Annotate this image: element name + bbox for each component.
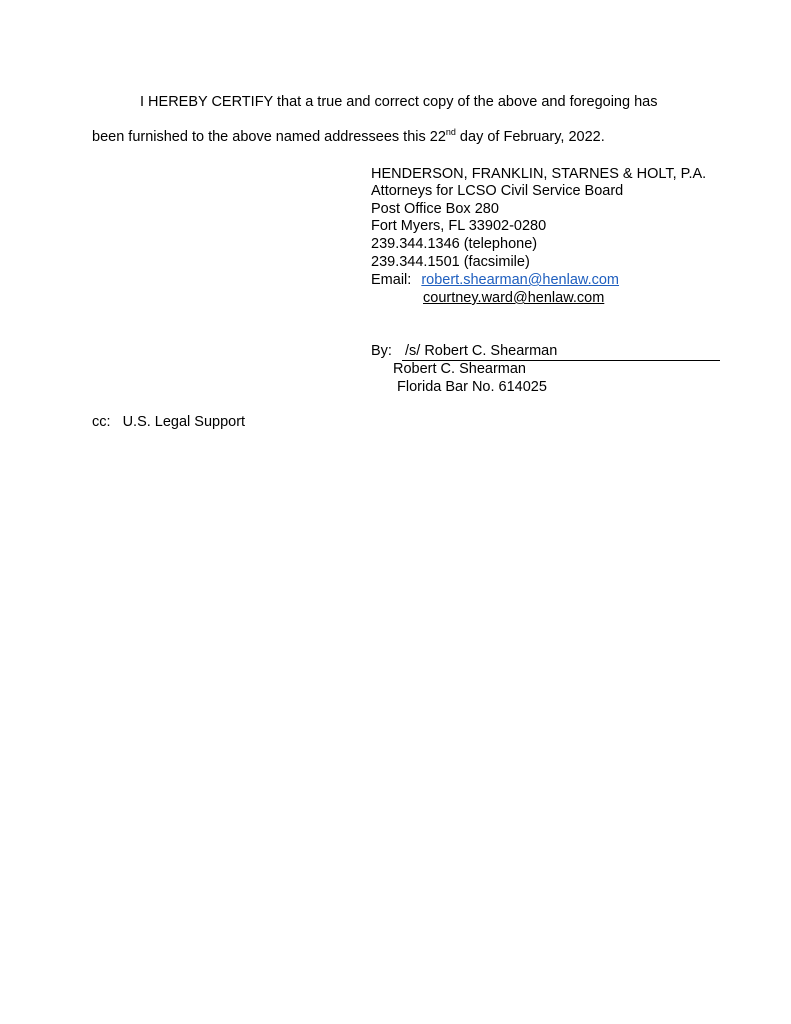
signer-name: Robert C. Shearman	[393, 361, 526, 377]
email-link-primary[interactable]: robert.shearman@henlaw.com	[421, 272, 620, 288]
signer-bar-number: Florida Bar No. 614025	[397, 379, 547, 395]
firm-role: Attorneys for LCSO Civil Service Board	[371, 183, 624, 199]
certificate-line-2-date: day of February, 2022.	[455, 129, 605, 145]
cc-label: cc:	[92, 414, 111, 430]
firm-fax: 239.344.1501 (facsimile)	[371, 254, 530, 270]
email-secondary: courtney.ward@henlaw.com	[423, 290, 605, 306]
cc-recipient: U.S. Legal Support	[122, 414, 246, 430]
firm-email-row	[371, 272, 619, 289]
electronic-signature: /s/ Robert C. Shearman	[404, 343, 558, 359]
cc-line	[92, 414, 245, 431]
certificate-line-2-text: been furnished to the above named addressees this 22	[92, 129, 446, 145]
firm-city: Fort Myers, FL 33902-0280	[371, 218, 547, 234]
signature-line	[402, 343, 720, 361]
email-label: Email:	[371, 272, 412, 288]
firm-phone: 239.344.1346 (telephone)	[371, 236, 538, 252]
certificate-line-1: I HEREBY CERTIFY that a true and correct copy of the above and foregoing has	[140, 94, 658, 110]
certificate-line-2	[92, 129, 605, 146]
signature-by-row	[371, 343, 720, 361]
firm-name: HENDERSON, FRANKLIN, STARNES & HOLT, P.A.	[371, 166, 707, 182]
ordinal-suffix: nd	[445, 127, 456, 138]
firm-po-box: Post Office Box 280	[371, 201, 499, 217]
by-label: By:	[371, 343, 392, 359]
